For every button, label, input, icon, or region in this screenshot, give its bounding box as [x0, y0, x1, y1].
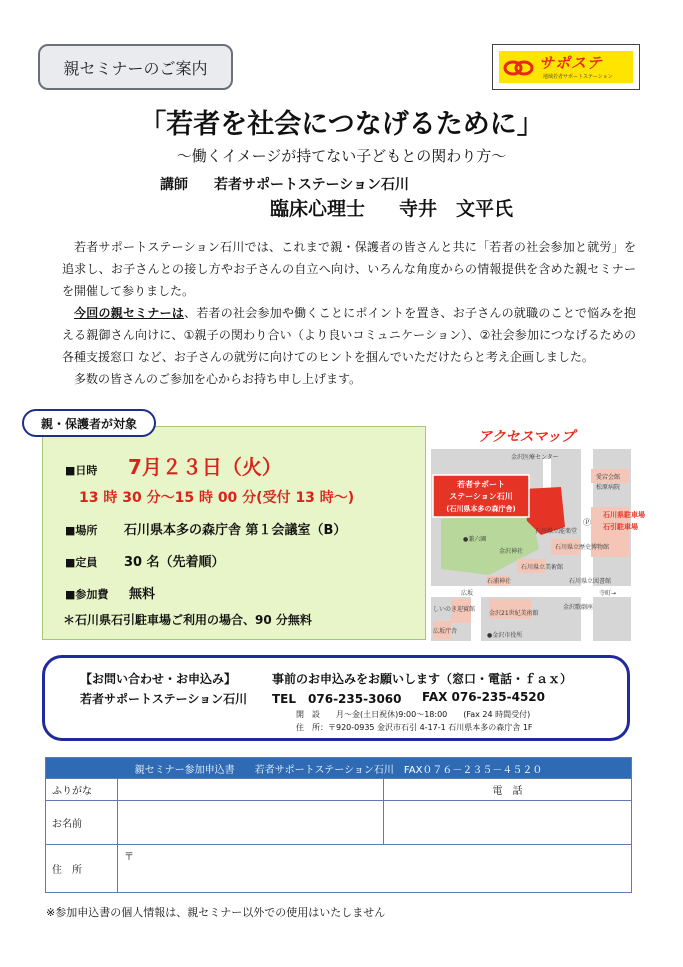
map-label-matsubara: 松原病院 [596, 484, 621, 491]
map-venue-label-3: (石川県本多の森庁舎) [446, 505, 516, 513]
logo-subtext: 地域若者サポートステーション [543, 74, 613, 80]
place-label: ■場所 [65, 524, 98, 537]
form-label-furigana: ふりがな [46, 779, 118, 801]
target-badge: 親・保護者が対象 [22, 409, 156, 437]
event-capacity: 30 名（先着順） [123, 555, 225, 570]
contact-hours: 開 設 月～金(土日祝休)9:00～18:00 (Fax 24 時間受付) [296, 710, 531, 719]
lecturer-label: 講師 [160, 177, 188, 193]
map-label-parking: 石川県駐車場 [603, 511, 645, 519]
logo-mark-icon [503, 55, 535, 81]
place-row [65, 519, 346, 538]
intro-lead: 今回の親セミナーは [74, 306, 185, 320]
form-label-address: 住 所 [46, 845, 118, 893]
lecturer-name: 寺井 文平氏 [399, 198, 514, 220]
form-furigana-field[interactable] [118, 779, 384, 801]
map-label-kenrokuen: ●兼六園 [463, 536, 487, 543]
seminar-badge: 親セミナーのご案内 [38, 44, 233, 90]
map-label-parking2: 石引駐車場 [603, 523, 638, 531]
map-label-shrine: 金沢神社 [499, 548, 524, 555]
parking-note: ＊石川県石引駐車場ご利用の場合、90 分無料 [63, 613, 312, 627]
intro-paragraph-2-text: 、若者の社会参加や働くことにポイントを置き、お子さんの就職のことで悩みを抱える親御さん向けに、①親子の関わり合い（より良いコミュニケーション）、②社会参加につなげるための各種支援窓口 など、お子さんの就労に向けてのヒントを掴んでいただけたらと考え企画しました。 [62, 306, 636, 364]
event-place: 石川県本多の森庁舎 第１会議室（B） [123, 523, 347, 538]
map-label-cityhall: ●金沢市役所 [487, 632, 523, 639]
intro-paragraph-1: 若者サポートステーション石川では、これまで親・保護者の皆さんと共に「若者の社会参加と就労」を追求し、お子さんとの接し方やお子さんの自立へ向け、いろんな角度からの情報提供を含めた親セミナーを開催して参りました。 [62, 240, 636, 298]
lecturer-name-line [270, 194, 513, 221]
logo-text: サポステ [539, 54, 603, 72]
map-label-library: 石川県立図書館 [569, 578, 612, 585]
map-label-21c: 金沢21世紀美術館 [489, 610, 539, 617]
date-label: ■日時 [65, 464, 98, 477]
contact-fax: FAX 076-235-4520 [422, 690, 545, 704]
logo-background [499, 51, 633, 83]
access-map-title: アクセスマップ [478, 429, 575, 445]
fee-label: ■参加費 [65, 588, 109, 601]
map-venue-label-1: 若者サポート [457, 480, 505, 489]
privacy-note: ※参加申込書の個人情報は、親セミナー以外での使用はいたしません [46, 906, 386, 919]
form-label-phone: 電 話 [384, 779, 632, 801]
form-zip-mark: 〒 [124, 852, 134, 863]
fee-row [65, 583, 155, 602]
map-label-atago: 愛宕会館 [596, 474, 621, 481]
form-name-field[interactable] [118, 801, 384, 845]
form-header: 親セミナー参加申込書 若者サポートステーション石川 FAX０７６－２３５－４５２０ [46, 758, 632, 779]
map-label-hospital: 金沢医療センター [511, 454, 559, 461]
form-address-field[interactable] [118, 845, 632, 893]
date-row [65, 451, 282, 480]
map-label-old-office: 広坂庁舎 [433, 628, 458, 635]
lecturer-org: 若者サポートステーション石川 [214, 177, 410, 193]
map-label-shiinoki: しいのき迎賓館 [433, 606, 476, 613]
intro-paragraph-3: 多数の皆さんのご参加を心からお持ち申し上げます。 [74, 372, 362, 386]
event-fee: 無料 [128, 587, 155, 602]
map-label-hirosaka: 広坂 [461, 590, 474, 597]
lecturer-role: 臨床心理士 [270, 198, 366, 220]
saposute-logo [492, 44, 640, 90]
application-form [45, 757, 631, 895]
map-label-kagekiza: 金沢歌劇座 [563, 604, 594, 611]
capacity-row [65, 551, 225, 570]
contact-heading: 【お問い合わせ・お申込み】 [80, 672, 237, 686]
contact-tel: TEL 076-235-3060 [272, 692, 402, 706]
intro-text [62, 236, 636, 390]
map-road-south [471, 597, 481, 641]
intro-paragraph-2 [62, 302, 636, 368]
page-subtitle: ～働くイメージが持てない子どもとの関わり方～ [176, 147, 507, 165]
map-label-museum: 石川県立美術館 [521, 564, 564, 571]
page-title: 「若者を社会につなげるために」 [139, 109, 544, 140]
event-time: 13 時 30 分～15 時 00 分(受付 13 時～) [79, 490, 355, 506]
form-phone-field[interactable] [384, 801, 632, 845]
map-parking-icon: Ⓟ [583, 518, 591, 527]
access-map [431, 449, 645, 641]
lecturer-line [160, 174, 409, 194]
form-label-name: お名前 [46, 801, 118, 845]
map-label-ishiura: 石浦神社 [487, 578, 512, 585]
contact-address: 住 所：〒920-0935 金沢市石引 4-17-1 石川県本多の森庁舎 1F [296, 723, 533, 732]
map-label-noh: 石川県立能楽堂 [535, 528, 578, 535]
contact-heading-2: 事前のお申込みをお願いします（窓口・電話・ｆａｘ） [272, 672, 573, 686]
event-info-box [42, 426, 426, 640]
map-venue-label-2: ステーション石川 [449, 492, 513, 501]
event-date: 7月２３日（火） [127, 455, 282, 479]
capacity-label: ■定員 [65, 556, 98, 569]
map-road-north [543, 459, 551, 489]
contact-org: 若者サポートステーション石川 [80, 692, 248, 706]
map-label-history: 石川県立歴史博物館 [555, 544, 610, 551]
map-label-temple: 寺町→ [599, 590, 617, 597]
